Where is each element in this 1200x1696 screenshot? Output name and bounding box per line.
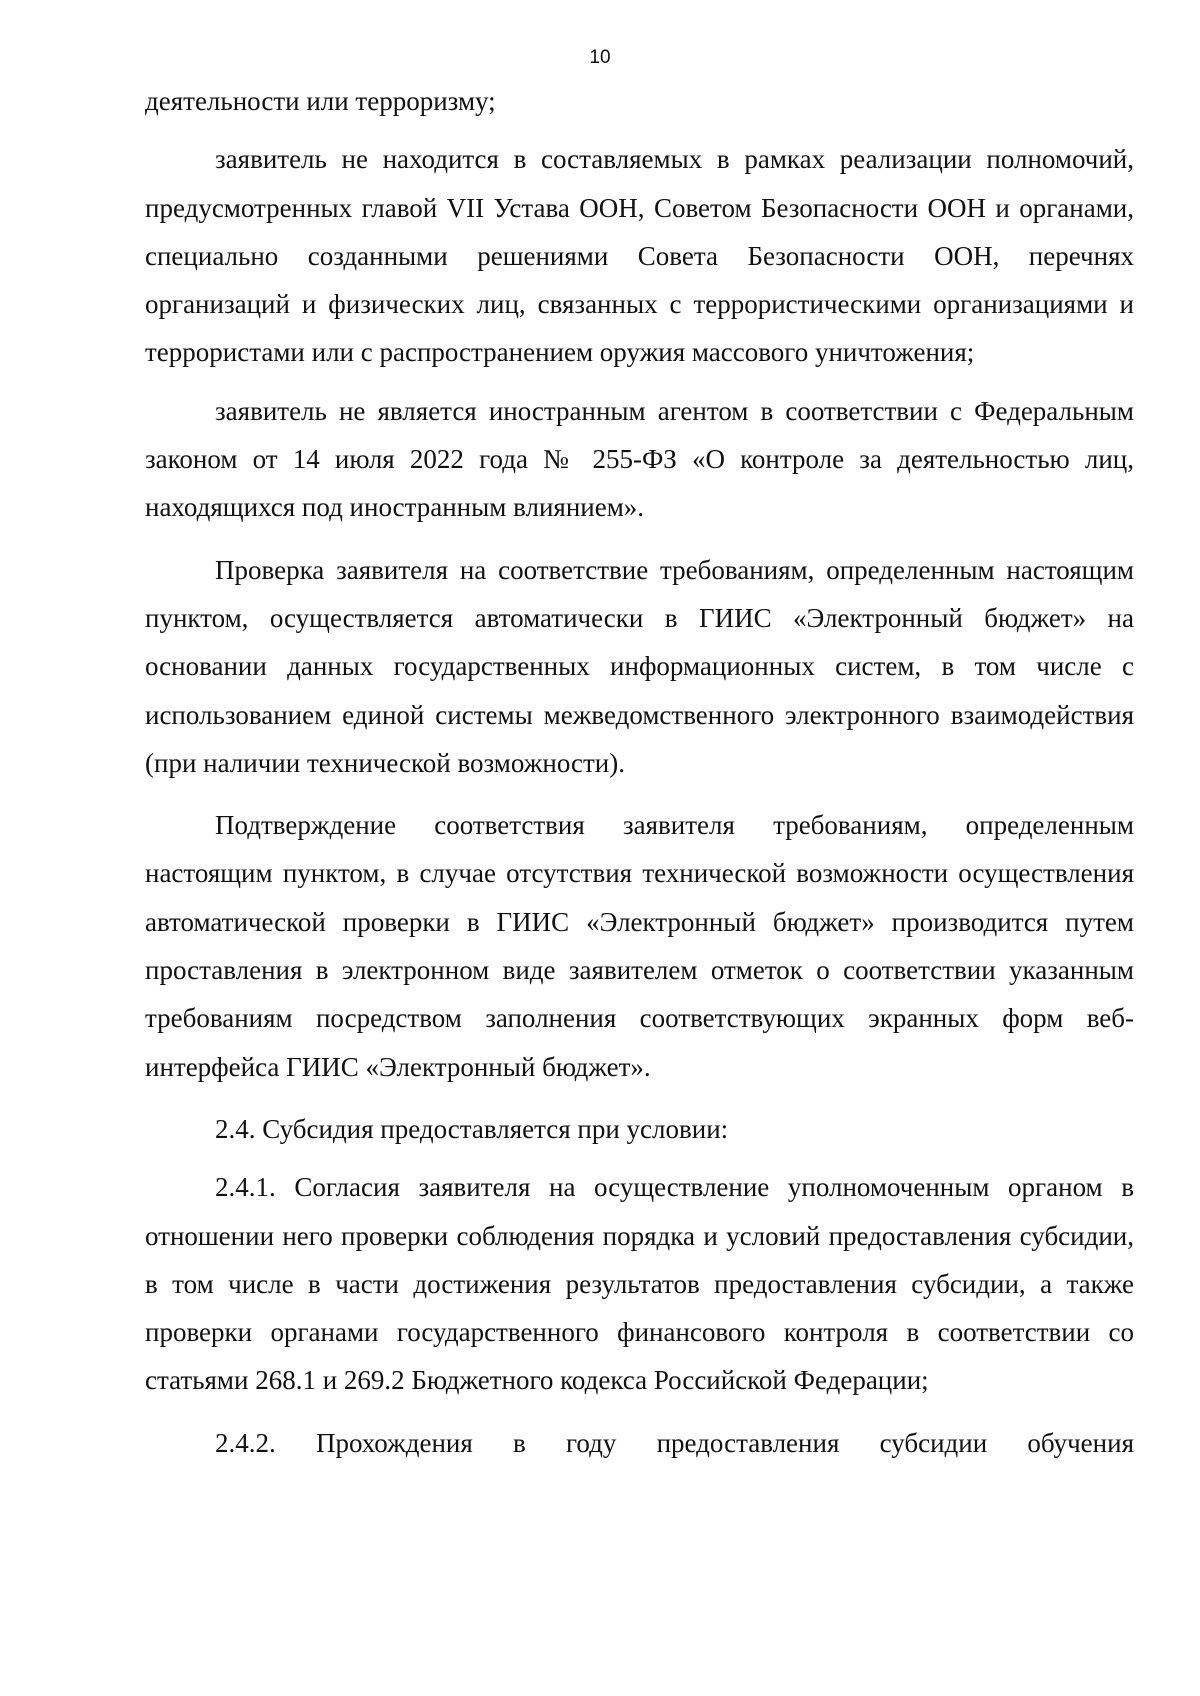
- paragraph-continuation: деятельности или терроризму;: [145, 86, 496, 116]
- paragraph-section-2-4-1: 2.4.1. Согласия заявителя на осуществление уполномоченным органом в отношении него проверки соблюдения порядка и условий предоставления субсидии, в том числе в части достижения результатов предоставления субсидии, а также проверки органами государственного финансового контроля в соответствии со статьями 268.1 и 269.2 Бюджетного кодекса Российской Федерации;: [145, 1172, 1134, 1396]
- page-number: 10: [589, 47, 611, 68]
- paragraph-foreign-agent: заявитель не является иностранным агентом в соответствии с Федеральным законом от 14 июля 2022 года № 255-ФЗ «О контроле за деятельностью лиц, находящихся под иностранным влиянием».: [145, 395, 1134, 523]
- paragraph-automatic-check: Проверка заявителя на соответствие требованиям, определенным настоящим пунктом, осуществляется автоматически в ГИИС «Электронный бюджет» на основании данных государственных информационных систем, в том числе с использованием единой системы межведомственного электронного взаимодействия (при наличии технической возможности).: [145, 554, 1134, 778]
- paragraph-confirmation: Подтверждение соответствия заявителя требованиям, определенным настоящим пунктом, в случае отсутствия технической возможности осуществления автоматической проверки в ГИИС «Электронный бюджет» производится путем проставления в электронном виде заявителем отметок о соответствии указанным требованиям посредством заполнения соответствующих экранных форм веб-интерфейса ГИИС «Электронный бюджет».: [145, 810, 1134, 1082]
- paragraph-section-2-4-2: 2.4.2. Прохождения в году предоставления субсидии обучения: [215, 1427, 1134, 1458]
- paragraph-section-2-4: 2.4. Субсидия предоставляется при условии:: [215, 1113, 729, 1144]
- paragraph-un-lists: заявитель не находится в составляемых в рамках реализации полномочий, предусмотренных главой VII Устава ООН, Советом Безопасности ООН и органами, специально созданными решениями Совета Безопасности ООН, перечнях организаций и физических лиц, связанных с террористическими организациями и террористами или с распространением оружия массового уничтожения;: [145, 144, 1134, 368]
- document-body: [145, 77, 1134, 1467]
